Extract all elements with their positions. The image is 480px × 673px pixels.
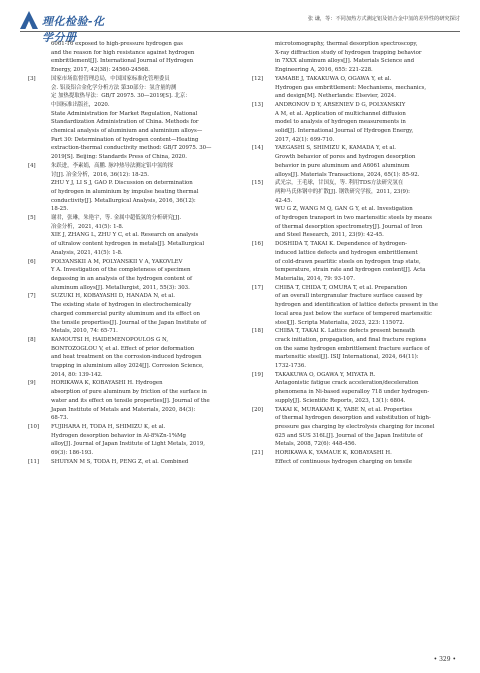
reference-line: The existing state of hydrogen in electrochemically	[51, 302, 192, 309]
reference-number: [7]	[28, 293, 36, 300]
reference-line: 69(3): 186-193.	[51, 450, 94, 457]
reference-line: CHIBA T, CHIDA T, OMURA T, et al. Preparation	[275, 284, 408, 291]
reference-number: [4]	[28, 162, 36, 169]
reference-item	[28, 336, 233, 380]
reference-line: ZHU Y J, LI S J, GAO P. Discussion on determination	[51, 180, 193, 187]
reference-line: 1732-1736.	[275, 363, 306, 370]
reference-line: YAEGASHI S, SHIMIZU K, KAMADA Y, et al.	[275, 145, 397, 152]
reference-line: XIE J, ZHANG L, ZHU Y C, et al. Research on analysis	[51, 232, 199, 239]
reference-line: alloy[J]. Journal of Japan Institute of Light Metals, 2019,	[51, 441, 205, 448]
reference-number: [20]	[252, 406, 264, 413]
reference-number: [6]	[28, 258, 36, 265]
reference-line: of cold-drawn pearlitic steels on hydrogen trap state,	[275, 258, 421, 265]
reference-line: TAKAI K, MURAKAMI K, YABE N, et al. Properties	[275, 406, 413, 413]
reference-line: Growth behavior of pores and hydrogen desorption	[275, 154, 416, 161]
reference-line: X-ray diffraction study of hydrogen trapping behavior	[275, 49, 422, 56]
reference-line: BONTOZOGLOU V, et al. Effect of prior deformation	[51, 345, 195, 352]
reference-line: Hydrogen desorption behavior in Al-8%Zn-1%Mg	[51, 432, 186, 439]
reference-line: WU G Z, WANG M Q, GAN G Y, et al. Investigation	[275, 206, 413, 213]
reference-line: 国家市场监督管理总局，中国国家标准化管理委员	[51, 75, 170, 82]
reference-line: CHIBA T, TAKAI K. Lattice defects present beneath	[275, 328, 415, 335]
reference-line: Metals, 2008, 72(6): 448-456.	[275, 441, 357, 448]
reference-line: Analysis, 2021, 41(5): 1-8.	[51, 249, 123, 256]
reference-line: of hydrogen in aluminium by impulse heating thermal	[51, 188, 199, 195]
reference-number: [14]	[252, 145, 264, 152]
reference-line: temperature, strain rate and hydrogen content[J]. Acta	[275, 267, 426, 274]
reference-line: 2019[S]. Beijing: Standards Press of China, 2020.	[51, 154, 187, 161]
reference-item	[252, 144, 457, 179]
reference-line: Antagonistic fatigue crack acceleration/deceleration	[275, 380, 419, 387]
reference-line: 会. 铝及铝合金化学分析方法 第30部分：氢含量的测	[51, 84, 177, 91]
reference-item	[28, 258, 233, 293]
reference-line: YAMABE J, TAKAKUWA O, OGAWA Y, et al.	[275, 75, 392, 82]
reference-item	[28, 379, 233, 423]
reference-line: Materialia, 2014, 79: 93-107.	[275, 275, 355, 282]
reference-line: of thermal desorption spectrometry[J]. Journal of Iron	[275, 223, 423, 230]
reference-line: chemical analysis of aluminium and aluminium alloys—	[51, 128, 203, 135]
reference-item	[28, 75, 233, 162]
reference-line: conductivity[J]. Metallurgical Analysis, 2016, 36(12):	[51, 197, 196, 204]
reference-number: [16]	[252, 241, 264, 248]
reference-item	[28, 162, 233, 214]
reference-item	[252, 327, 457, 371]
reference-line: Metals, 2010, 74: 65-71.	[51, 328, 118, 335]
reference-line: crack initiation, propagation, and final fracture regions	[275, 336, 427, 343]
reference-line: 42-45.	[275, 197, 293, 204]
reference-line: HORIKAWA K, KOBAYASHI H. Hydrogen	[51, 380, 163, 387]
journal-logo-icon	[20, 11, 38, 29]
reference-line: on the same hydrogen embrittlement fracture surface of	[275, 345, 430, 352]
reference-line: of hydrogen transport in two martensitic steels by means	[275, 215, 432, 222]
reference-number: [3]	[28, 75, 36, 82]
reference-line: A M, et al. Application of multichannel diffusion	[275, 110, 406, 117]
reference-line: TAKAKUWA O, OGAWA Y, MIYATA R.	[275, 371, 376, 378]
reference-line: and the reason for high resistance against hydrogen	[51, 49, 195, 56]
reference-line: local area just below the surface of tempered martensitic	[275, 310, 432, 317]
reference-line: Part 30: Determination of hydrogen content—Heating	[51, 136, 199, 143]
reference-line: 武光宗，王毛球，甘国友，等. 利用TDS方法研究氢在	[275, 180, 404, 187]
reference-line: 定 加热提取热导法：GB/T 20975. 30—2019[S]. 北京：	[51, 93, 191, 100]
header-rule	[20, 31, 460, 32]
reference-line: State Administration for Market Regulation, National	[51, 110, 198, 117]
reference-line: pressure gas charging by electrolysis charging for inconel	[275, 423, 435, 430]
running-head: 张 谦，等：不同加热方式测定铝及铝合金中氢的差异性的研究探讨	[307, 16, 460, 22]
reference-item	[252, 75, 457, 101]
reference-line: Hydrogen gas embrittlement: Mechanisms, mechanics,	[275, 84, 427, 91]
reference-line: 2017, 42(1): 699-710.	[275, 136, 335, 143]
reference-line: HORIKAWA K, YAMAUE K, KOBAYASHI H.	[275, 450, 392, 457]
reference-line: induced lattice defects and hydrogen embrittlement	[275, 249, 418, 256]
reference-number: [8]	[28, 336, 36, 343]
reference-line: charged commercial purity aluminum and its effect on	[51, 310, 200, 317]
reference-line: 冶金分析，2021, 41(5): 1-8.	[51, 223, 124, 230]
reference-line: FUJIHARA H, TODA H, SHIMIZU K, et al.	[51, 423, 166, 430]
reference-line: Standardization Administration of China. Methods for	[51, 119, 199, 126]
page-number: • 329 •	[433, 656, 456, 663]
reference-line: supply[J]. Scientific Reports, 2023, 13(1): 6804.	[275, 397, 406, 404]
reference-line: 中国标准出版社，2020.	[51, 101, 110, 108]
reference-number: [18]	[252, 328, 264, 335]
reference-line: the tensile properties[J]. Journal of the Japan Institute of	[51, 319, 207, 326]
reference-number: [21]	[252, 450, 264, 457]
reference-line: 68-73.	[51, 415, 69, 422]
references-right-column	[252, 40, 457, 466]
reference-item	[252, 240, 457, 284]
reference-number: [17]	[252, 284, 264, 291]
reference-line: 朱跃进，李素娟，高鹏. 脉冲热导法测定铝中氢的探	[51, 162, 174, 169]
reference-line: microtomography, thermal desorption spectroscopy,	[275, 41, 418, 47]
reference-line: degassing in an analysis of the hydrogen content of	[51, 275, 192, 282]
reference-line: 两种马氏体钢中的扩散[J]. 钢铁研究学报，2011, 23(9):	[275, 188, 410, 195]
reference-line: and heat treatment on the corrosion-induced hydrogen	[51, 354, 202, 361]
reference-line: trapping in aluminium alloy 2024[J]. Corrosion Science,	[51, 363, 204, 370]
reference-line: 讨[J]. 冶金分析，2016, 36(12): 18-25.	[51, 171, 149, 178]
reference-number: [5]	[28, 215, 36, 222]
reference-line: Engineering A, 2016, 655: 221-228.	[275, 67, 373, 74]
references-left-column	[28, 40, 233, 466]
reference-item	[252, 40, 457, 75]
reference-line: of an overall intergranular fracture surface caused by	[275, 293, 423, 300]
reference-line: model to analysis of hydrogen measurements in	[275, 119, 406, 126]
reference-line: of ultralow content hydrogen in metals[J]. Metallurgical	[51, 241, 205, 248]
reference-line: 2014, 80: 139-142.	[51, 371, 103, 378]
reference-line: 谢君，张琳，朱艳宇，等. 金属中超低氢的分析研究[J].	[51, 215, 182, 222]
reference-line: water and its effect on tensile properties[J]. Journal of the	[51, 397, 210, 404]
journal-logo-text: 理化检验-化学分册	[42, 15, 105, 44]
reference-number: [11]	[28, 458, 40, 465]
reference-item	[252, 179, 457, 240]
reference-line: and Steel Research, 2011, 23(9): 42-45.	[275, 232, 384, 239]
reference-number: [13]	[252, 101, 264, 108]
reference-line: extraction-thermal conductivity method: GB/T 20975. 30—	[51, 145, 212, 152]
reference-number: [15]	[252, 180, 264, 187]
reference-item	[252, 284, 457, 328]
reference-item	[28, 423, 233, 458]
reference-line: Japan Institute of Metals and Materials, 2020, 84(3):	[51, 406, 196, 413]
reference-line: Effect of continuous hydrogen charging on tensile	[275, 458, 412, 465]
reference-line: 6061-T6 exposed to high-pressure hydrogen gas	[51, 41, 183, 47]
reference-line: behavior in pure aluminum and A6061 aluminum	[275, 162, 410, 169]
reference-line: in 7XXX aluminum alloys[J]. Materials Science and	[275, 58, 415, 65]
reference-line: alloys[J]. Materials Transactions, 2024, 65(1): 85-92.	[275, 171, 420, 178]
reference-item	[252, 449, 457, 466]
reference-item	[252, 101, 457, 145]
reference-line: aluminum alloys[J]. Metallurgist, 2011, 55(3): 303.	[51, 284, 190, 291]
reference-line: Y A. Investigation of the completeness of specimen	[51, 267, 191, 274]
reference-number: [9]	[28, 380, 36, 387]
reference-item	[252, 371, 457, 406]
reference-line: ANDRONOV D Y, ARSENIEV D G, POLYANSKIY	[275, 101, 406, 108]
reference-item	[252, 406, 457, 450]
reference-line: POLYANSKII A M, POLYANSKII V A, YAKOVLEV	[51, 258, 183, 265]
reference-line: SHUIYAN M S, TODA H, PENG Z, et al. Combined	[51, 458, 189, 465]
reference-line: of thermal hydrogen desorption and substitution of high-	[275, 415, 431, 422]
reference-line: Energy, 2017, 42(38): 24560-24568.	[51, 67, 150, 74]
reference-line: KAMOUTSI H, HAIDEMENOPOULOS G N,	[51, 336, 169, 343]
reference-number: [12]	[252, 75, 264, 82]
reference-item	[28, 40, 233, 75]
reference-item	[28, 292, 233, 336]
journal-logo	[20, 10, 112, 44]
reference-item	[28, 214, 233, 258]
reference-line: hydrogen and identification of lattice defects present in the	[275, 302, 438, 309]
reference-number: [10]	[28, 423, 40, 430]
reference-item	[28, 458, 233, 467]
reference-line: SUZUKI H, KOBAYASHI D, HANADA N, et al.	[51, 293, 175, 300]
reference-line: 18-25.	[51, 206, 69, 213]
reference-line: martensitic steel[J]. ISIJ International, 2024, 64(11):	[275, 354, 419, 361]
reference-line: solid[J]. International Journal of Hydrogen Energy,	[275, 128, 414, 135]
reference-line: phenomena in Ni-based superalloy 718 under hydrogen-	[275, 389, 430, 396]
reference-line: and design[M]. Netherlands: Elsevier, 2024.	[275, 93, 396, 100]
reference-line: DOSHIDA T, TAKAI K. Dependence of hydrogen-	[275, 241, 407, 248]
reference-line: steel[J]. Scripta Materialia, 2023, 223: 115072.	[275, 319, 405, 326]
reference-line: absorption of pure aluminum by friction of the surface in	[51, 389, 207, 396]
reference-line: 625 and SUS 316L[J]. Journal of the Japan Institute of	[275, 432, 423, 439]
reference-line: embrittlement[J]. International Journal of Hydrogen	[51, 58, 194, 65]
reference-number: [19]	[252, 371, 264, 378]
